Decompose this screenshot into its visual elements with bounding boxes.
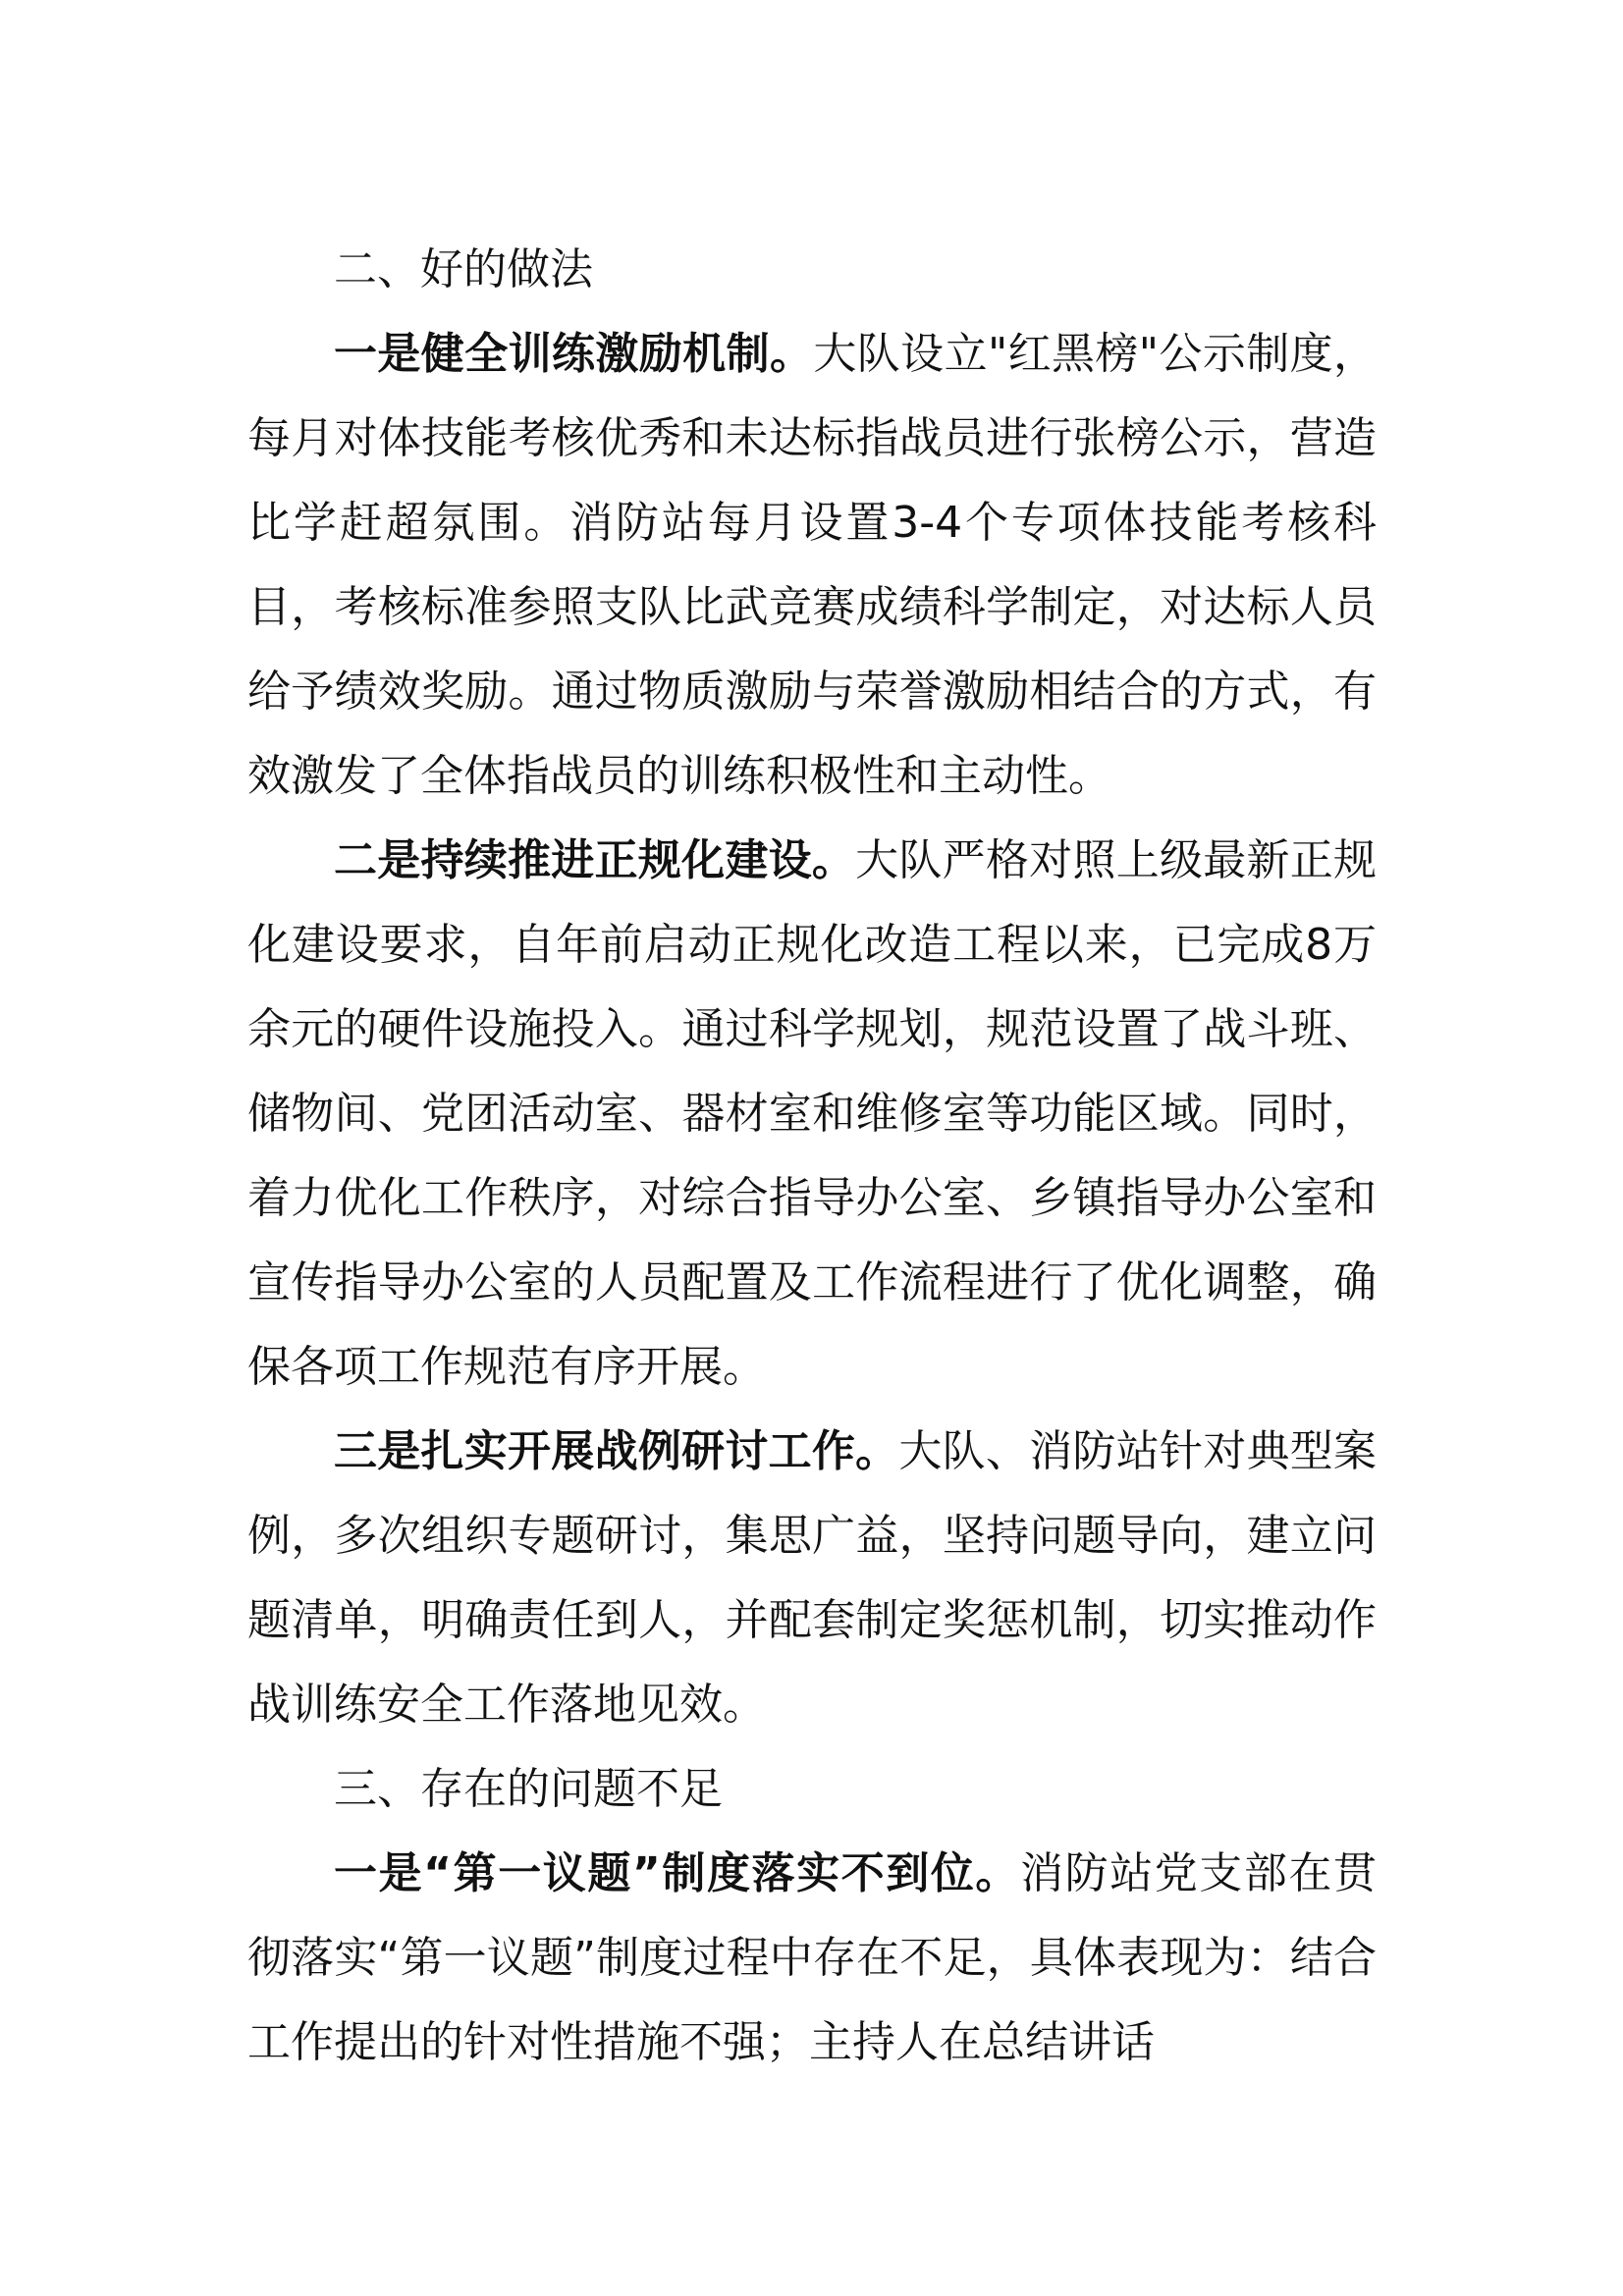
paragraph-lead: 三是扎实开展战例研讨工作。 <box>334 1426 899 1476</box>
paragraph-first-topic-system <box>247 1832 1377 2085</box>
paragraph-lead: 一是“第一议题”制度落实不到位。 <box>334 1848 1020 1898</box>
paragraph-body: 大队、消防站针对典型案例，多次组织专题研讨，集思广益，坚持问题导向，建立问题清单，明确责任到人，并配套制定奖惩机制，切实推动作战训练安全工作落地见效。 <box>247 1426 1377 1730</box>
paragraph-body: 大队严格对照上级最新正规化建设要求，自年前启动正规化改造工程以来，已完成8万余元的硬件设施投入。通过科学规划，规范设置了战斗班、储物间、党团活动室、器材室和维修室等功能区域。同时，着力优化工作秩序，对综合指导办公室、乡镇指导办公室和宣传指导办公室的人员配置及工作流程进行了优化调整，确保各项工作规范有序开展。 <box>247 835 1378 1392</box>
paragraph-body: 大队设立"红黑榜"公示制度，每月对体技能考核优秀和未达标指战员进行张榜公示，营造比学赶超氛围。消防站每月设置3-4个专项体技能考核科目，考核标准参照支队比武竞赛成绩科学制定，对达标人员给予绩效奖励。通过物质激励与荣誉激励相结合的方式，有效激发了全体指战员的训练积极性和主动性。 <box>247 329 1378 801</box>
paragraph-training-incentive <box>247 312 1377 819</box>
paragraph-case-study <box>247 1410 1377 1747</box>
section-heading-problems: 三、存在的问题不足 <box>334 1764 723 1814</box>
section-heading-good-practices: 二、好的做法 <box>334 244 593 294</box>
paragraph-lead: 一是健全训练激励机制。 <box>334 329 814 379</box>
document-body <box>247 228 1377 2085</box>
paragraph-lead: 二是持续推进正规化建设。 <box>334 835 856 885</box>
paragraph-standardization <box>247 819 1377 1410</box>
paragraph-body: 消防站党支部在贯彻落实“第一议题”制度过程中存在不足，具体表现为：结合工作提出的针对性措施不强；主持人在总结讲话 <box>247 1848 1378 2067</box>
